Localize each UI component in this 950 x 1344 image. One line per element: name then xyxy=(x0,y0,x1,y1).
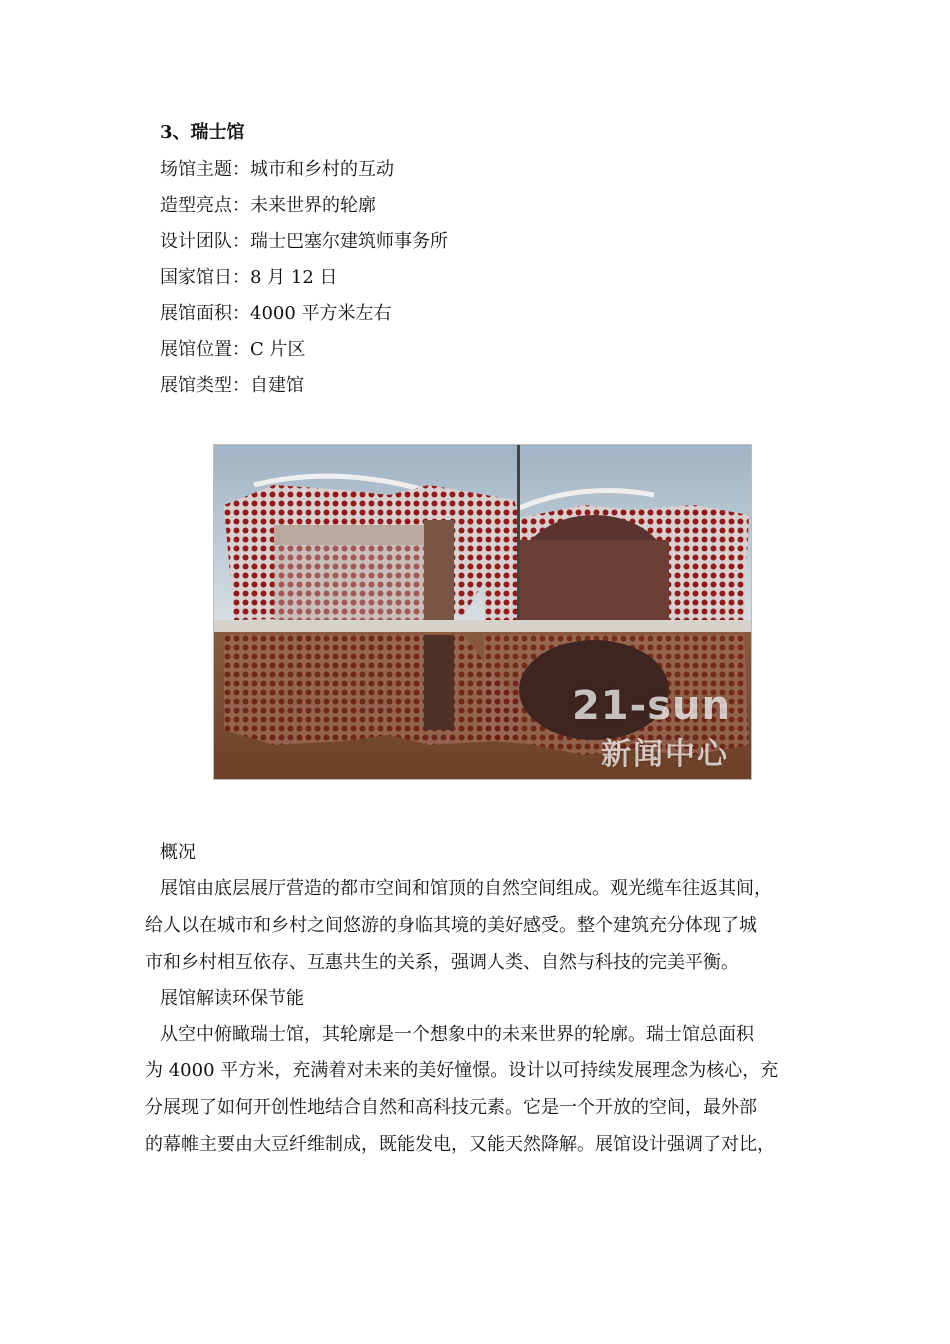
overview-line: 给人以在城市和乡村之间悠游的身临其境的美好感受。整个建筑充分体现了城 xyxy=(145,915,757,936)
field-value: C 片区 xyxy=(250,339,306,360)
field-label: 展馆面积： xyxy=(160,303,250,324)
section-title: 3、瑞士馆 xyxy=(160,122,245,143)
field-national-day xyxy=(160,266,338,290)
field-label: 造型亮点： xyxy=(160,195,250,216)
overview-line: 市和乡村相互依存、互惠共生的关系，强调人类、自然与科技的完美平衡。 xyxy=(145,952,739,973)
watermark-line1: 21-sun xyxy=(571,683,731,729)
interpretation-line: 从空中俯瞰瑞士馆，其轮廓是一个想象中的未来世界的轮廓。瑞士馆总面积 xyxy=(160,1024,754,1045)
field-label: 场馆主题： xyxy=(160,159,250,180)
interpretation-heading: 展馆解读环保节能 xyxy=(160,988,304,1009)
field-value: 未来世界的轮廓 xyxy=(250,195,376,216)
field-value: 4000 平方米左右 xyxy=(250,303,392,324)
interpretation-line: 分展现了如何开创性地结合自然和高科技元素。它是一个开放的空间，最外部 xyxy=(145,1097,757,1118)
watermark-line2: 新闻中心 xyxy=(601,737,729,772)
field-highlight xyxy=(160,194,376,218)
interpretation-line: 为 4000 平方米，充满着对未来的美好憧憬。设计以可持续发展理念为核心，充 xyxy=(145,1060,779,1081)
field-value: 自建馆 xyxy=(250,375,304,396)
field-location xyxy=(160,338,306,362)
field-type xyxy=(160,374,304,398)
field-design-team xyxy=(160,230,448,254)
field-value: 8 月 12 日 xyxy=(250,267,338,288)
field-value: 城市和乡村的互动 xyxy=(250,159,394,180)
field-label: 展馆类型： xyxy=(160,375,250,396)
field-label: 展馆位置： xyxy=(160,339,250,360)
field-label: 国家馆日： xyxy=(160,267,250,288)
field-theme xyxy=(160,158,394,182)
field-value: 瑞士巴塞尔建筑师事务所 xyxy=(250,231,448,252)
overview-heading: 概况 xyxy=(160,842,196,863)
field-area xyxy=(160,302,392,326)
overview-line: 展馆由底层展厅营造的都市空间和馆顶的自然空间组成。观光缆车往返其间， xyxy=(160,878,772,899)
pavilion-photo xyxy=(213,444,752,780)
interpretation-line: 的幕帷主要由大豆纤维制成，既能发电，又能天然降解。展馆设计强调了对比， xyxy=(145,1134,775,1155)
field-label: 设计团队： xyxy=(160,231,250,252)
